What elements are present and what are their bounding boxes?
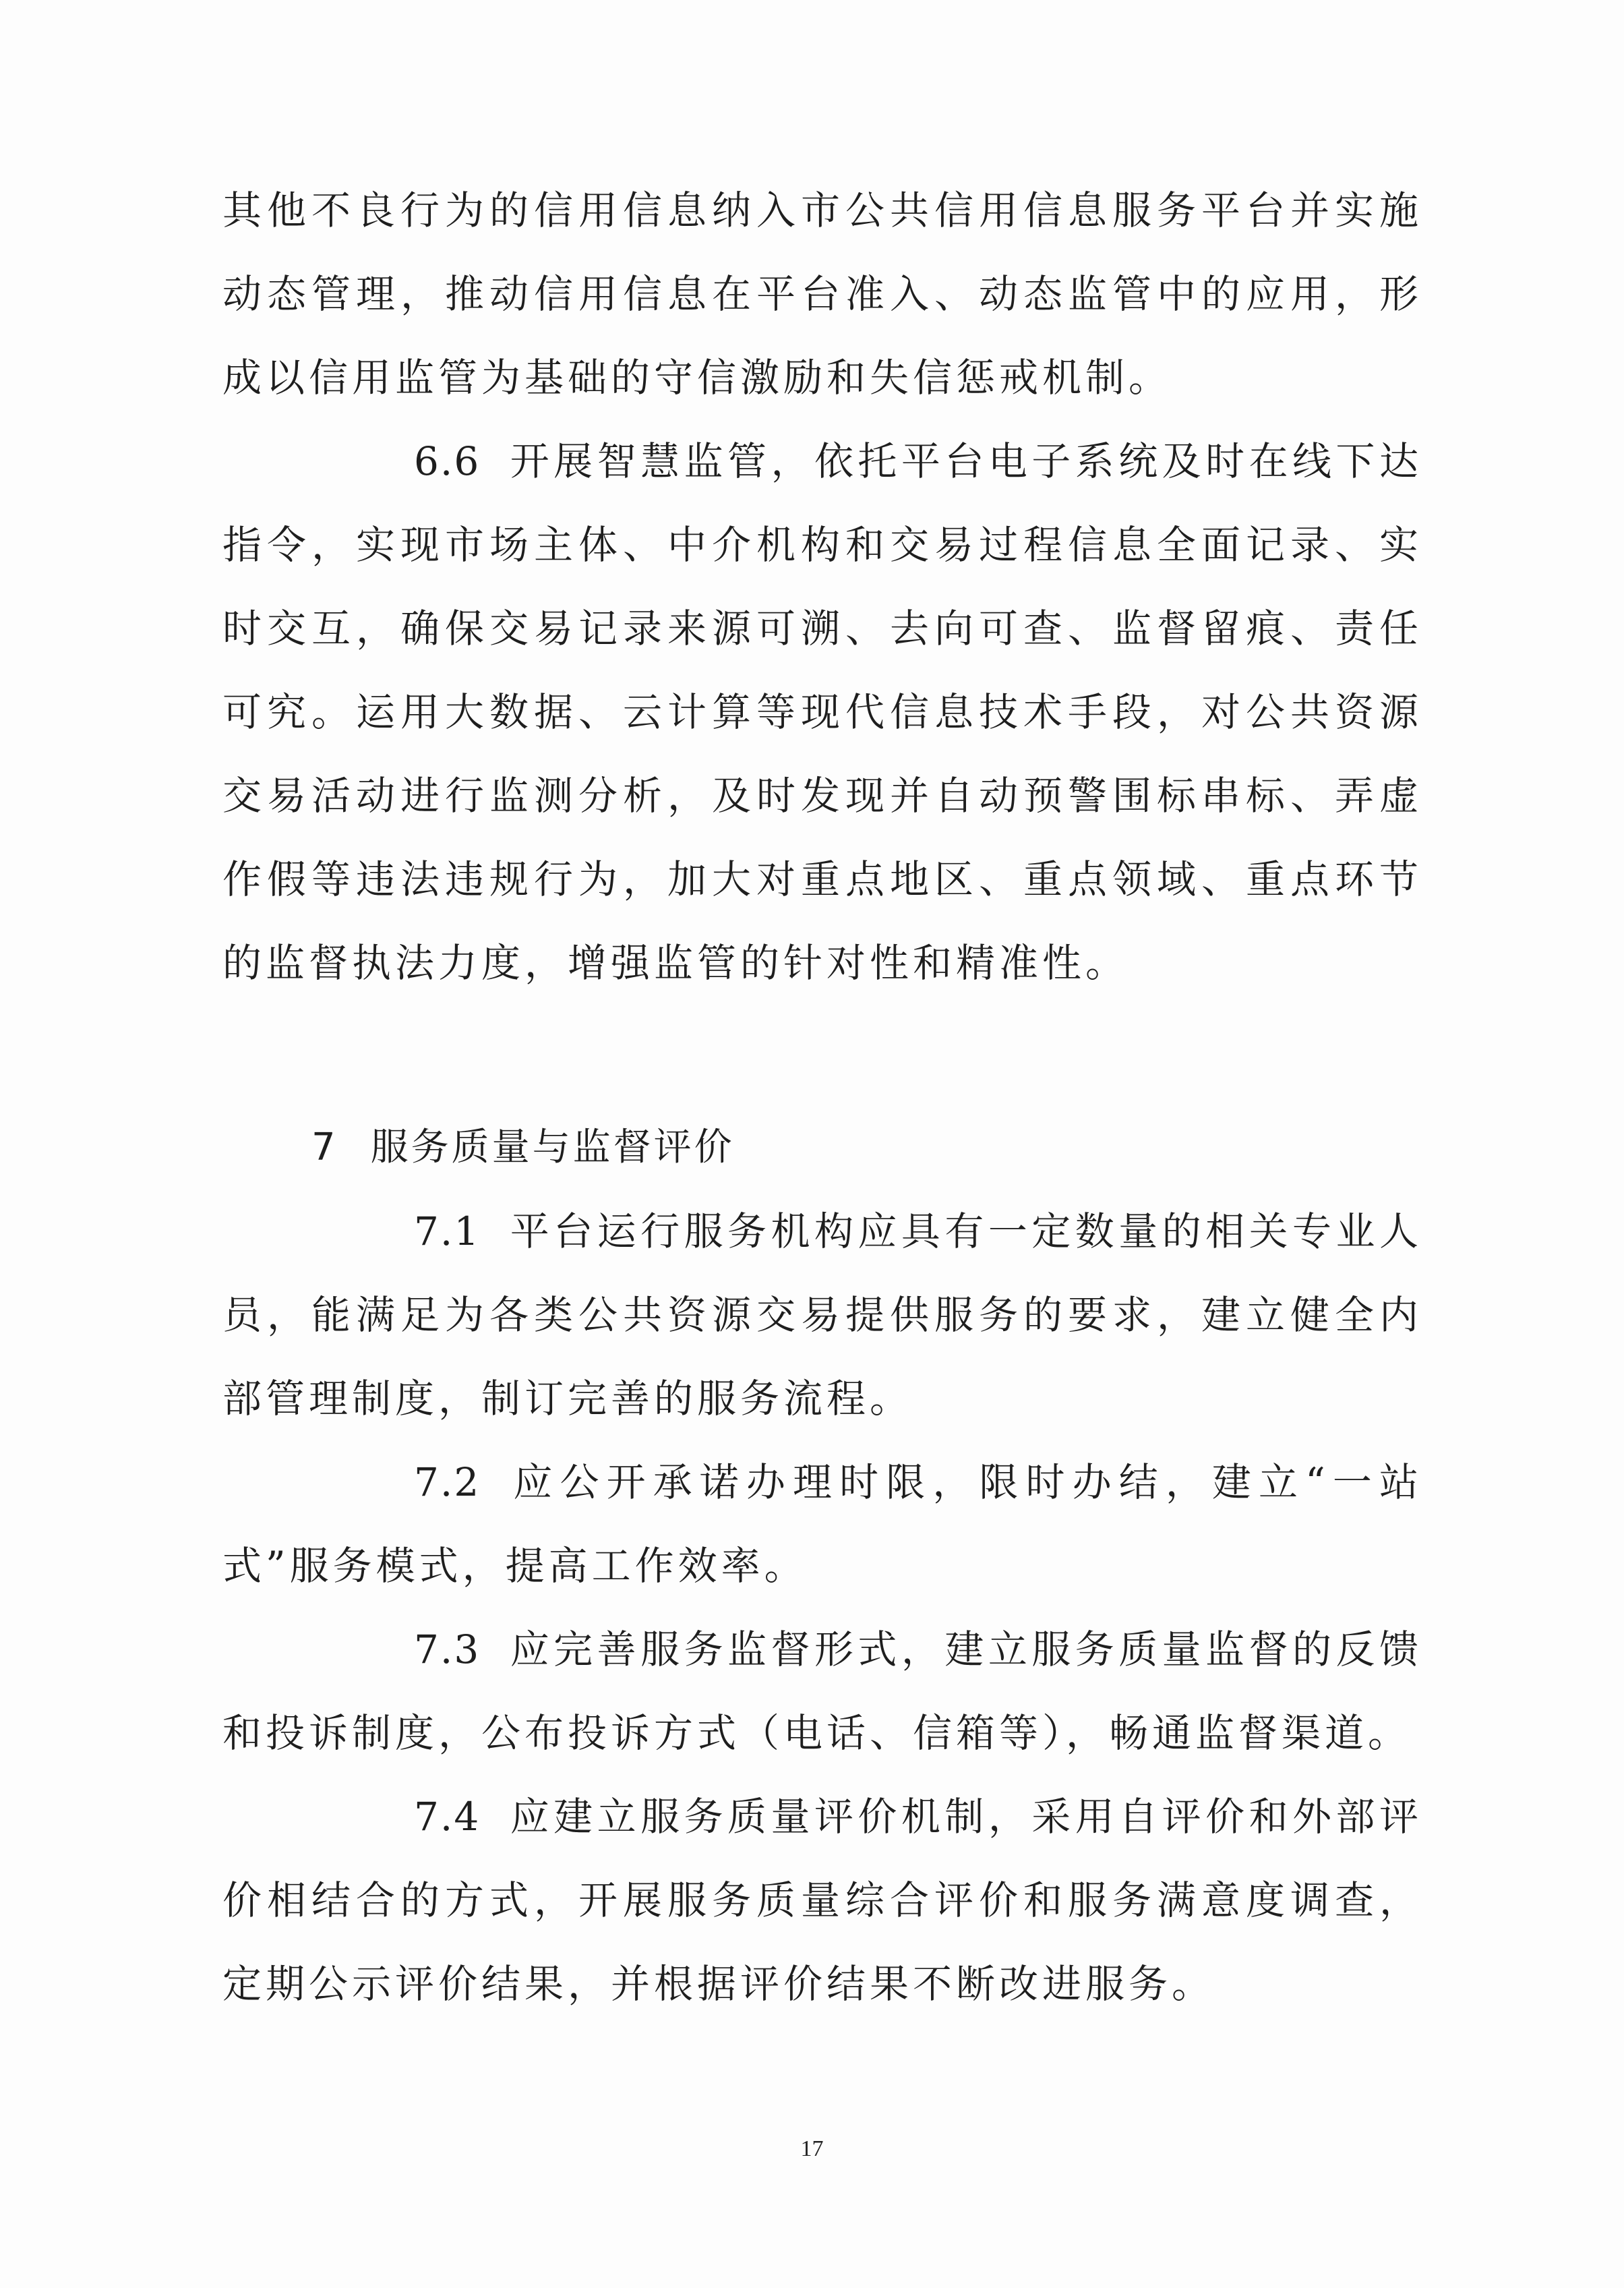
paragraph-7-4 <box>222 1775 1422 2026</box>
section-7-text <box>222 1190 1422 2026</box>
paragraph-continuation <box>222 169 1422 419</box>
clause-number: 7.3 <box>414 1626 481 1672</box>
paragraph-text: 应公开承诺办理时限，限时办结，建立“一站式”服务模式，提高工作效率。 <box>222 1459 1422 1589</box>
heading-number: 7 <box>311 1125 337 1169</box>
paragraph-text: 应建立服务质量评价机制，采用自评价和外部评价相结合的方式，开展服务质量综合评价和服务满意度调查，定期公示评价结果，并根据评价结果不断改进服务。 <box>222 1794 1422 2007</box>
clause-number: 7.1 <box>414 1208 481 1254</box>
paragraph-7-3 <box>222 1608 1422 1775</box>
heading-title: 服务质量与监督评价 <box>370 1125 735 1169</box>
section-7-heading <box>311 1106 735 1190</box>
clause-number: 6.6 <box>414 438 481 484</box>
paragraph-text: 其他不良行为的信用信息纳入市公共信用信息服务平台并实施动态管理，推动信用信息在平台准入、动态监管中的应用，形成以信用监管为基础的守信激励和失信惩戒机制。 <box>222 187 1422 401</box>
clause-number: 7.4 <box>414 1794 481 1840</box>
clause-number: 7.2 <box>414 1459 481 1505</box>
paragraph-7-1 <box>222 1190 1422 1440</box>
page-number: 17 <box>800 2136 824 2161</box>
section-6-text <box>222 169 1422 1005</box>
paragraph-text: 开展智慧监管，依托平台电子系统及时在线下达指令，实现市场主体、中介机构和交易过程信息全面记录、实时交互，确保交易记录来源可溯、去向可查、监督留痕、责任可究。运用大数据、云计算等现代信息技术手段，对公共资源交易活动进行监测分析，及时发现并自动预警围标串标、弄虚作假等违法违规行为，加大对重点地区、重点领域、重点环节的监督执法力度，增强监管的针对性和精准性。 <box>222 438 1422 986</box>
paragraph-6-6 <box>222 419 1422 1005</box>
paragraph-text: 平台运行服务机构应具有一定数量的相关专业人员，能满足为各类公共资源交易提供服务的要求，建立健全内部管理制度，制订完善的服务流程。 <box>222 1208 1422 1421</box>
paragraph-text: 应完善服务监督形式，建立服务质量监督的反馈和投诉制度，公布投诉方式（电话、信箱等），畅通监督渠道。 <box>222 1626 1422 1756</box>
paragraph-7-2 <box>222 1440 1422 1608</box>
